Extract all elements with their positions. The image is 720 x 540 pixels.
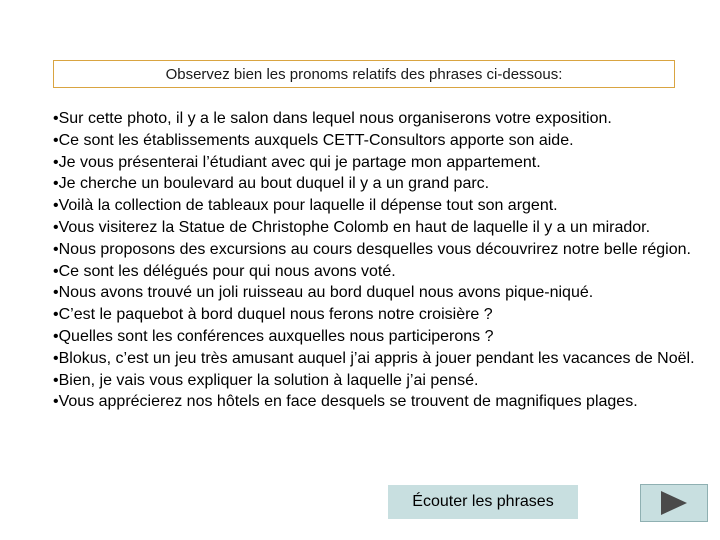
play-icon <box>659 490 689 516</box>
listen-sentences-button[interactable] <box>388 485 578 519</box>
sentence-item: •Vous apprécierez nos hôtels en face desquels se trouvent de magnifiques plages. <box>53 393 638 411</box>
sentence-item: •Sur cette photo, il y a le salon dans lequel nous organiserons votre exposition. <box>53 110 612 127</box>
play-button[interactable] <box>640 484 708 522</box>
sentence-item: •Voilà la collection de tableaux pour laquelle il dépense tout son argent. <box>53 197 558 215</box>
sentence-item: •Nous proposons des excursions au cours desquelles vous découvrirez notre belle région. <box>53 240 691 258</box>
sentence-item: •Nous avons trouvé un joli ruisseau au bord duquel nous avons pique-niqué. <box>53 284 594 302</box>
instruction-title <box>53 60 675 88</box>
instruction-title-text: Observez bien les pronoms relatifs des phrases ci-dessous: <box>165 65 563 83</box>
sentence-item: •Je cherche un boulevard au bout duquel il y a un grand parc. <box>53 175 490 193</box>
sentence-list <box>53 108 713 413</box>
sentence-item: •Je vous présenterai l’étudiant avec qui je partage mon appartement. <box>53 153 541 171</box>
sentence-item: •Quelles sont les conférences auxquelles nous participerons ? <box>53 327 494 345</box>
sentence-item: •Ce sont les établissements auxquels CETT-Consultors apporte son aide. <box>53 131 574 149</box>
sentence-item: •Vous visiterez la Statue de Christophe Colomb en haut de laquelle il y a un mirador. <box>53 218 651 236</box>
sentence-item: •Ce sont les délégués pour qui nous avons voté. <box>53 262 396 280</box>
listen-sentences-label: Écouter les phrases <box>412 493 554 510</box>
sentence-item: •Bien, je vais vous expliquer la solution à laquelle j’ai pensé. <box>53 371 479 389</box>
sentence-item: •Blokus, c’est un jeu très amusant auquel j’ai appris à jouer pendant les vacances de Noël. <box>53 349 695 367</box>
sentence-item: •C’est le paquebot à bord duquel nous ferons notre croisière ? <box>53 306 493 324</box>
